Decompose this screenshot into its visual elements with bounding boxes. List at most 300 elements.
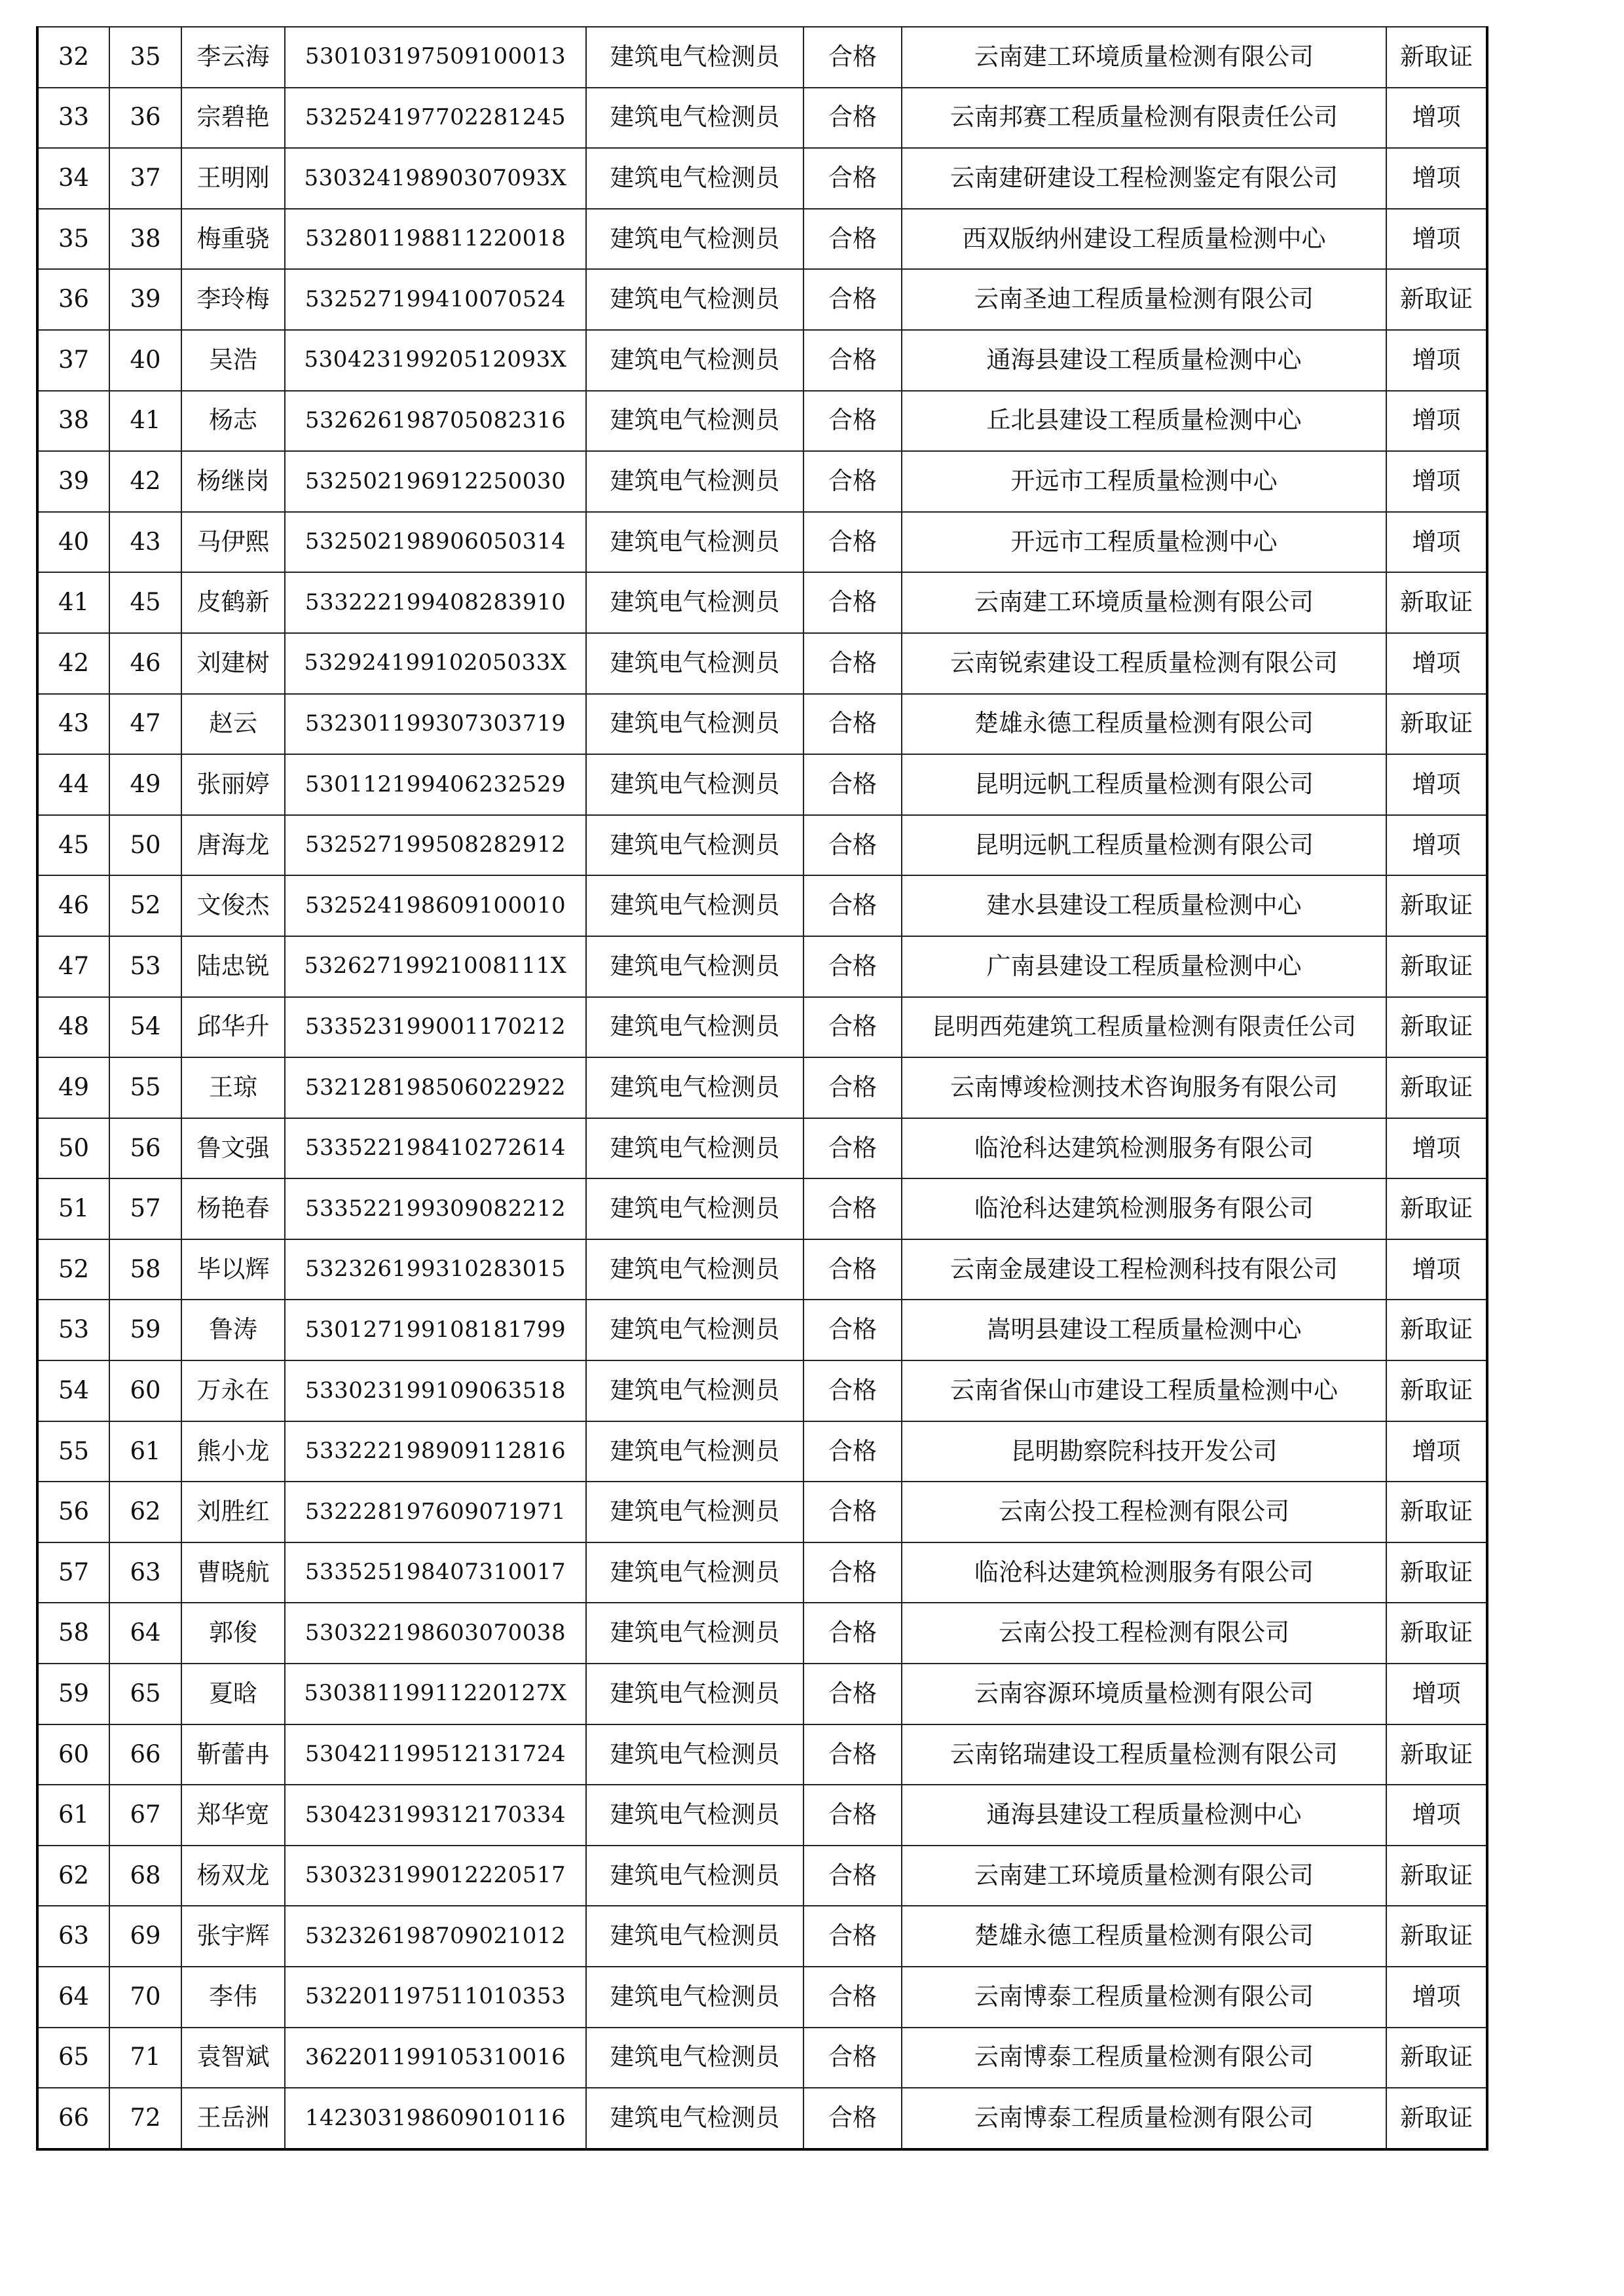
table-row xyxy=(37,694,1487,755)
company-cell: 云南公投工程检测有限公司 xyxy=(902,1482,1386,1542)
seq-cell: 39 xyxy=(37,451,109,512)
exam-no-cell: 71 xyxy=(109,2028,181,2088)
table-row xyxy=(37,27,1487,88)
company-cell: 云南公投工程检测有限公司 xyxy=(902,1603,1386,1664)
table-row xyxy=(37,1906,1487,1967)
id-number-cell: 530127199108181799 xyxy=(285,1300,586,1360)
remark-cell: 新取证 xyxy=(1386,1603,1487,1664)
seq-cell: 50 xyxy=(37,1118,109,1179)
id-number-cell: 53262719921008111X xyxy=(285,936,586,997)
remark-cell: 增项 xyxy=(1386,633,1487,694)
id-number-cell: 532524198609100010 xyxy=(285,875,586,936)
table-row xyxy=(37,1057,1487,1118)
table-row xyxy=(37,512,1487,573)
name-cell: 吴浩 xyxy=(181,330,285,391)
seq-cell: 51 xyxy=(37,1178,109,1239)
seq-cell: 40 xyxy=(37,512,109,573)
seq-cell: 41 xyxy=(37,572,109,633)
result-cell: 合格 xyxy=(803,1785,902,1846)
id-number-cell: 53042319920512093X xyxy=(285,330,586,391)
id-number-cell: 533523199001170212 xyxy=(285,997,586,1058)
name-cell: 袁智斌 xyxy=(181,2028,285,2088)
table-row xyxy=(37,997,1487,1058)
exam-no-cell: 58 xyxy=(109,1239,181,1300)
remark-cell: 新取证 xyxy=(1386,1178,1487,1239)
exam-no-cell: 43 xyxy=(109,512,181,573)
id-number-cell: 533222198909112816 xyxy=(285,1421,586,1482)
seq-cell: 49 xyxy=(37,1057,109,1118)
result-cell: 合格 xyxy=(803,1542,902,1603)
exam-no-cell: 63 xyxy=(109,1542,181,1603)
company-cell: 临沧科达建筑检测服务有限公司 xyxy=(902,1118,1386,1179)
exam-no-cell: 67 xyxy=(109,1785,181,1846)
result-cell: 合格 xyxy=(803,1906,902,1967)
exam-no-cell: 60 xyxy=(109,1360,181,1421)
exam-no-cell: 69 xyxy=(109,1906,181,1967)
job-type-cell: 建筑电气检测员 xyxy=(586,1906,803,1967)
result-cell: 合格 xyxy=(803,512,902,573)
table-row xyxy=(37,209,1487,270)
remark-cell: 新取证 xyxy=(1386,1300,1487,1360)
remark-cell: 新取证 xyxy=(1386,27,1487,88)
result-cell: 合格 xyxy=(803,694,902,755)
name-cell: 邱华升 xyxy=(181,997,285,1058)
name-cell: 王琼 xyxy=(181,1057,285,1118)
table-row xyxy=(37,148,1487,209)
table-row xyxy=(37,1967,1487,2028)
table-row xyxy=(37,1360,1487,1421)
result-cell: 合格 xyxy=(803,391,902,452)
remark-cell: 新取证 xyxy=(1386,1057,1487,1118)
result-cell: 合格 xyxy=(803,209,902,270)
table-row xyxy=(37,875,1487,936)
remark-cell: 增项 xyxy=(1386,148,1487,209)
job-type-cell: 建筑电气检测员 xyxy=(586,572,803,633)
result-cell: 合格 xyxy=(803,1967,902,2028)
remark-cell: 新取证 xyxy=(1386,1906,1487,1967)
table-row xyxy=(37,936,1487,997)
remark-cell: 增项 xyxy=(1386,1421,1487,1482)
name-cell: 郑华宽 xyxy=(181,1785,285,1846)
name-cell: 郭俊 xyxy=(181,1603,285,1664)
exam-no-cell: 39 xyxy=(109,269,181,330)
name-cell: 刘建树 xyxy=(181,633,285,694)
job-type-cell: 建筑电气检测员 xyxy=(586,269,803,330)
name-cell: 文俊杰 xyxy=(181,875,285,936)
exam-no-cell: 62 xyxy=(109,1482,181,1542)
result-cell: 合格 xyxy=(803,997,902,1058)
seq-cell: 48 xyxy=(37,997,109,1058)
result-cell: 合格 xyxy=(803,451,902,512)
result-cell: 合格 xyxy=(803,875,902,936)
company-cell: 昆明远帆工程质量检测有限公司 xyxy=(902,815,1386,876)
name-cell: 李云海 xyxy=(181,27,285,88)
remark-cell: 新取证 xyxy=(1386,572,1487,633)
company-cell: 广南县建设工程质量检测中心 xyxy=(902,936,1386,997)
id-number-cell: 532502196912250030 xyxy=(285,451,586,512)
table-row xyxy=(37,1785,1487,1846)
job-type-cell: 建筑电气检测员 xyxy=(586,1239,803,1300)
exam-no-cell: 47 xyxy=(109,694,181,755)
remark-cell: 增项 xyxy=(1386,391,1487,452)
remark-cell: 新取证 xyxy=(1386,997,1487,1058)
seq-cell: 47 xyxy=(37,936,109,997)
result-cell: 合格 xyxy=(803,269,902,330)
company-cell: 昆明勘察院科技开发公司 xyxy=(902,1421,1386,1482)
job-type-cell: 建筑电气检测员 xyxy=(586,451,803,512)
result-cell: 合格 xyxy=(803,936,902,997)
name-cell: 马伊熙 xyxy=(181,512,285,573)
name-cell: 王岳洲 xyxy=(181,2088,285,2149)
seq-cell: 32 xyxy=(37,27,109,88)
exam-no-cell: 49 xyxy=(109,754,181,815)
exam-no-cell: 54 xyxy=(109,997,181,1058)
remark-cell: 新取证 xyxy=(1386,1360,1487,1421)
seq-cell: 46 xyxy=(37,875,109,936)
remark-cell: 新取证 xyxy=(1386,1846,1487,1906)
name-cell: 赵云 xyxy=(181,694,285,755)
company-cell: 开远市工程质量检测中心 xyxy=(902,512,1386,573)
seq-cell: 52 xyxy=(37,1239,109,1300)
result-cell: 合格 xyxy=(803,1724,902,1785)
exam-no-cell: 70 xyxy=(109,1967,181,2028)
company-cell: 建水县建设工程质量检测中心 xyxy=(902,875,1386,936)
seq-cell: 64 xyxy=(37,1967,109,2028)
exam-no-cell: 55 xyxy=(109,1057,181,1118)
company-cell: 云南博泰工程质量检测有限公司 xyxy=(902,2088,1386,2149)
name-cell: 曹晓航 xyxy=(181,1542,285,1603)
seq-cell: 37 xyxy=(37,330,109,391)
job-type-cell: 建筑电气检测员 xyxy=(586,88,803,149)
seq-cell: 33 xyxy=(37,88,109,149)
remark-cell: 新取证 xyxy=(1386,1482,1487,1542)
id-number-cell: 530323199012220517 xyxy=(285,1846,586,1906)
job-type-cell: 建筑电气检测员 xyxy=(586,1360,803,1421)
result-cell: 合格 xyxy=(803,1118,902,1179)
company-cell: 昆明远帆工程质量检测有限公司 xyxy=(902,754,1386,815)
table-row xyxy=(37,1664,1487,1724)
result-cell: 合格 xyxy=(803,1482,902,1542)
seq-cell: 45 xyxy=(37,815,109,876)
id-number-cell: 530423199312170334 xyxy=(285,1785,586,1846)
job-type-cell: 建筑电气检测员 xyxy=(586,754,803,815)
roster-table xyxy=(36,26,1488,2151)
id-number-cell: 530322198603070038 xyxy=(285,1603,586,1664)
company-cell: 云南建研建设工程检测鉴定有限公司 xyxy=(902,148,1386,209)
id-number-cell: 53038119911220127X xyxy=(285,1664,586,1724)
seq-cell: 59 xyxy=(37,1664,109,1724)
table-row xyxy=(37,451,1487,512)
id-number-cell: 532301199307303719 xyxy=(285,694,586,755)
seq-cell: 42 xyxy=(37,633,109,694)
table-row xyxy=(37,1603,1487,1664)
id-number-cell: 532524197702281245 xyxy=(285,88,586,149)
id-number-cell: 532326199310283015 xyxy=(285,1239,586,1300)
seq-cell: 58 xyxy=(37,1603,109,1664)
remark-cell: 增项 xyxy=(1386,815,1487,876)
remark-cell: 增项 xyxy=(1386,330,1487,391)
exam-no-cell: 53 xyxy=(109,936,181,997)
company-cell: 嵩明县建设工程质量检测中心 xyxy=(902,1300,1386,1360)
exam-no-cell: 50 xyxy=(109,815,181,876)
exam-no-cell: 68 xyxy=(109,1846,181,1906)
name-cell: 杨双龙 xyxy=(181,1846,285,1906)
job-type-cell: 建筑电气检测员 xyxy=(586,1603,803,1664)
job-type-cell: 建筑电气检测员 xyxy=(586,1785,803,1846)
result-cell: 合格 xyxy=(803,1239,902,1300)
table-row xyxy=(37,1846,1487,1906)
company-cell: 开远市工程质量检测中心 xyxy=(902,451,1386,512)
exam-no-cell: 38 xyxy=(109,209,181,270)
roster-body xyxy=(37,27,1487,2149)
name-cell: 李玲梅 xyxy=(181,269,285,330)
id-number-cell: 532228197609071971 xyxy=(285,1482,586,1542)
seq-cell: 53 xyxy=(37,1300,109,1360)
table-row xyxy=(37,1239,1487,1300)
result-cell: 合格 xyxy=(803,1603,902,1664)
company-cell: 云南建工环境质量检测有限公司 xyxy=(902,572,1386,633)
id-number-cell: 533222199408283910 xyxy=(285,572,586,633)
exam-no-cell: 64 xyxy=(109,1603,181,1664)
name-cell: 皮鹤新 xyxy=(181,572,285,633)
company-cell: 云南邦赛工程质量检测有限责任公司 xyxy=(902,88,1386,149)
id-number-cell: 53032419890307093X xyxy=(285,148,586,209)
remark-cell: 增项 xyxy=(1386,1785,1487,1846)
id-number-cell: 532326198709021012 xyxy=(285,1906,586,1967)
name-cell: 熊小龙 xyxy=(181,1421,285,1482)
seq-cell: 60 xyxy=(37,1724,109,1785)
id-number-cell: 532801198811220018 xyxy=(285,209,586,270)
name-cell: 张宇辉 xyxy=(181,1906,285,1967)
job-type-cell: 建筑电气检测员 xyxy=(586,391,803,452)
name-cell: 刘胜红 xyxy=(181,1482,285,1542)
exam-no-cell: 72 xyxy=(109,2088,181,2149)
table-row xyxy=(37,2088,1487,2149)
name-cell: 鲁文强 xyxy=(181,1118,285,1179)
name-cell: 靳蕾冉 xyxy=(181,1724,285,1785)
company-cell: 云南铭瑞建设工程质量检测有限公司 xyxy=(902,1724,1386,1785)
job-type-cell: 建筑电气检测员 xyxy=(586,1482,803,1542)
id-number-cell: 533522198410272614 xyxy=(285,1118,586,1179)
name-cell: 杨志 xyxy=(181,391,285,452)
name-cell: 杨继岗 xyxy=(181,451,285,512)
id-number-cell: 53292419910205033X xyxy=(285,633,586,694)
remark-cell: 增项 xyxy=(1386,451,1487,512)
table-row xyxy=(37,1482,1487,1542)
table-row xyxy=(37,1118,1487,1179)
table-row xyxy=(37,2028,1487,2088)
exam-no-cell: 56 xyxy=(109,1118,181,1179)
result-cell: 合格 xyxy=(803,2028,902,2088)
remark-cell: 新取证 xyxy=(1386,875,1487,936)
company-cell: 云南博竣检测技术咨询服务有限公司 xyxy=(902,1057,1386,1118)
job-type-cell: 建筑电气检测员 xyxy=(586,1967,803,2028)
exam-no-cell: 42 xyxy=(109,451,181,512)
seq-cell: 56 xyxy=(37,1482,109,1542)
company-cell: 云南省保山市建设工程质量检测中心 xyxy=(902,1360,1386,1421)
result-cell: 合格 xyxy=(803,148,902,209)
remark-cell: 新取证 xyxy=(1386,694,1487,755)
result-cell: 合格 xyxy=(803,1421,902,1482)
name-cell: 梅重骁 xyxy=(181,209,285,270)
company-cell: 楚雄永德工程质量检测有限公司 xyxy=(902,694,1386,755)
company-cell: 云南圣迪工程质量检测有限公司 xyxy=(902,269,1386,330)
job-type-cell: 建筑电气检测员 xyxy=(586,875,803,936)
result-cell: 合格 xyxy=(803,1846,902,1906)
job-type-cell: 建筑电气检测员 xyxy=(586,2088,803,2149)
id-number-cell: 532128198506022922 xyxy=(285,1057,586,1118)
table-row xyxy=(37,1724,1487,1785)
table-row xyxy=(37,815,1487,876)
job-type-cell: 建筑电气检测员 xyxy=(586,1846,803,1906)
name-cell: 杨艳春 xyxy=(181,1178,285,1239)
job-type-cell: 建筑电气检测员 xyxy=(586,1057,803,1118)
company-cell: 云南博泰工程质量检测有限公司 xyxy=(902,2028,1386,2088)
company-cell: 丘北县建设工程质量检测中心 xyxy=(902,391,1386,452)
name-cell: 宗碧艳 xyxy=(181,88,285,149)
result-cell: 合格 xyxy=(803,1178,902,1239)
seq-cell: 38 xyxy=(37,391,109,452)
exam-no-cell: 66 xyxy=(109,1724,181,1785)
exam-no-cell: 40 xyxy=(109,330,181,391)
job-type-cell: 建筑电气检测员 xyxy=(586,1664,803,1724)
job-type-cell: 建筑电气检测员 xyxy=(586,512,803,573)
job-type-cell: 建筑电气检测员 xyxy=(586,633,803,694)
id-number-cell: 533525198407310017 xyxy=(285,1542,586,1603)
result-cell: 合格 xyxy=(803,88,902,149)
seq-cell: 62 xyxy=(37,1846,109,1906)
exam-no-cell: 61 xyxy=(109,1421,181,1482)
remark-cell: 新取证 xyxy=(1386,936,1487,997)
result-cell: 合格 xyxy=(803,572,902,633)
name-cell: 李伟 xyxy=(181,1967,285,2028)
remark-cell: 增项 xyxy=(1386,754,1487,815)
job-type-cell: 建筑电气检测员 xyxy=(586,1300,803,1360)
id-number-cell: 530112199406232529 xyxy=(285,754,586,815)
table-row xyxy=(37,633,1487,694)
name-cell: 张丽婷 xyxy=(181,754,285,815)
name-cell: 毕以辉 xyxy=(181,1239,285,1300)
exam-no-cell: 46 xyxy=(109,633,181,694)
company-cell: 云南金晟建设工程检测科技有限公司 xyxy=(902,1239,1386,1300)
seq-cell: 57 xyxy=(37,1542,109,1603)
remark-cell: 新取证 xyxy=(1386,1542,1487,1603)
remark-cell: 增项 xyxy=(1386,512,1487,573)
table-row xyxy=(37,269,1487,330)
id-number-cell: 533522199309082212 xyxy=(285,1178,586,1239)
table-row xyxy=(37,754,1487,815)
seq-cell: 61 xyxy=(37,1785,109,1846)
remark-cell: 增项 xyxy=(1386,1239,1487,1300)
exam-no-cell: 59 xyxy=(109,1300,181,1360)
seq-cell: 44 xyxy=(37,754,109,815)
result-cell: 合格 xyxy=(803,2088,902,2149)
result-cell: 合格 xyxy=(803,1664,902,1724)
exam-no-cell: 36 xyxy=(109,88,181,149)
exam-no-cell: 45 xyxy=(109,572,181,633)
remark-cell: 增项 xyxy=(1386,1118,1487,1179)
table-row xyxy=(37,1300,1487,1360)
exam-no-cell: 41 xyxy=(109,391,181,452)
remark-cell: 增项 xyxy=(1386,1967,1487,2028)
job-type-cell: 建筑电气检测员 xyxy=(586,1542,803,1603)
company-cell: 楚雄永德工程质量检测有限公司 xyxy=(902,1906,1386,1967)
result-cell: 合格 xyxy=(803,330,902,391)
name-cell: 万永在 xyxy=(181,1360,285,1421)
result-cell: 合格 xyxy=(803,633,902,694)
result-cell: 合格 xyxy=(803,27,902,88)
job-type-cell: 建筑电气检测员 xyxy=(586,936,803,997)
remark-cell: 增项 xyxy=(1386,88,1487,149)
job-type-cell: 建筑电气检测员 xyxy=(586,209,803,270)
exam-no-cell: 35 xyxy=(109,27,181,88)
job-type-cell: 建筑电气检测员 xyxy=(586,1178,803,1239)
table-row xyxy=(37,88,1487,149)
id-number-cell: 532626198705082316 xyxy=(285,391,586,452)
result-cell: 合格 xyxy=(803,1057,902,1118)
seq-cell: 65 xyxy=(37,2028,109,2088)
remark-cell: 新取证 xyxy=(1386,269,1487,330)
id-number-cell: 533023199109063518 xyxy=(285,1360,586,1421)
result-cell: 合格 xyxy=(803,754,902,815)
job-type-cell: 建筑电气检测员 xyxy=(586,694,803,755)
remark-cell: 增项 xyxy=(1386,209,1487,270)
company-cell: 云南容源环境质量检测有限公司 xyxy=(902,1664,1386,1724)
id-number-cell: 532527199410070524 xyxy=(285,269,586,330)
table-row xyxy=(37,572,1487,633)
company-cell: 通海县建设工程质量检测中心 xyxy=(902,330,1386,391)
seq-cell: 55 xyxy=(37,1421,109,1482)
seq-cell: 54 xyxy=(37,1360,109,1421)
job-type-cell: 建筑电气检测员 xyxy=(586,2028,803,2088)
id-number-cell: 532527199508282912 xyxy=(285,815,586,876)
job-type-cell: 建筑电气检测员 xyxy=(586,330,803,391)
company-cell: 云南建工环境质量检测有限公司 xyxy=(902,27,1386,88)
table-row xyxy=(37,1542,1487,1603)
exam-no-cell: 37 xyxy=(109,148,181,209)
result-cell: 合格 xyxy=(803,815,902,876)
exam-no-cell: 57 xyxy=(109,1178,181,1239)
company-cell: 云南博泰工程质量检测有限公司 xyxy=(902,1967,1386,2028)
exam-no-cell: 65 xyxy=(109,1664,181,1724)
seq-cell: 63 xyxy=(37,1906,109,1967)
job-type-cell: 建筑电气检测员 xyxy=(586,1724,803,1785)
name-cell: 陆忠锐 xyxy=(181,936,285,997)
id-number-cell: 532502198906050314 xyxy=(285,512,586,573)
result-cell: 合格 xyxy=(803,1300,902,1360)
job-type-cell: 建筑电气检测员 xyxy=(586,27,803,88)
company-cell: 通海县建设工程质量检测中心 xyxy=(902,1785,1386,1846)
company-cell: 西双版纳州建设工程质量检测中心 xyxy=(902,209,1386,270)
company-cell: 云南锐索建设工程质量检测有限公司 xyxy=(902,633,1386,694)
seq-cell: 35 xyxy=(37,209,109,270)
table-row xyxy=(37,1178,1487,1239)
remark-cell: 新取证 xyxy=(1386,2028,1487,2088)
id-number-cell: 530421199512131724 xyxy=(285,1724,586,1785)
table-row xyxy=(37,391,1487,452)
table-row xyxy=(37,1421,1487,1482)
id-number-cell: 362201199105310016 xyxy=(285,2028,586,2088)
seq-cell: 36 xyxy=(37,269,109,330)
company-cell: 临沧科达建筑检测服务有限公司 xyxy=(902,1542,1386,1603)
job-type-cell: 建筑电气检测员 xyxy=(586,997,803,1058)
job-type-cell: 建筑电气检测员 xyxy=(586,1118,803,1179)
company-cell: 临沧科达建筑检测服务有限公司 xyxy=(902,1178,1386,1239)
name-cell: 鲁涛 xyxy=(181,1300,285,1360)
remark-cell: 增项 xyxy=(1386,1664,1487,1724)
name-cell: 夏晗 xyxy=(181,1664,285,1724)
id-number-cell: 530103197509100013 xyxy=(285,27,586,88)
